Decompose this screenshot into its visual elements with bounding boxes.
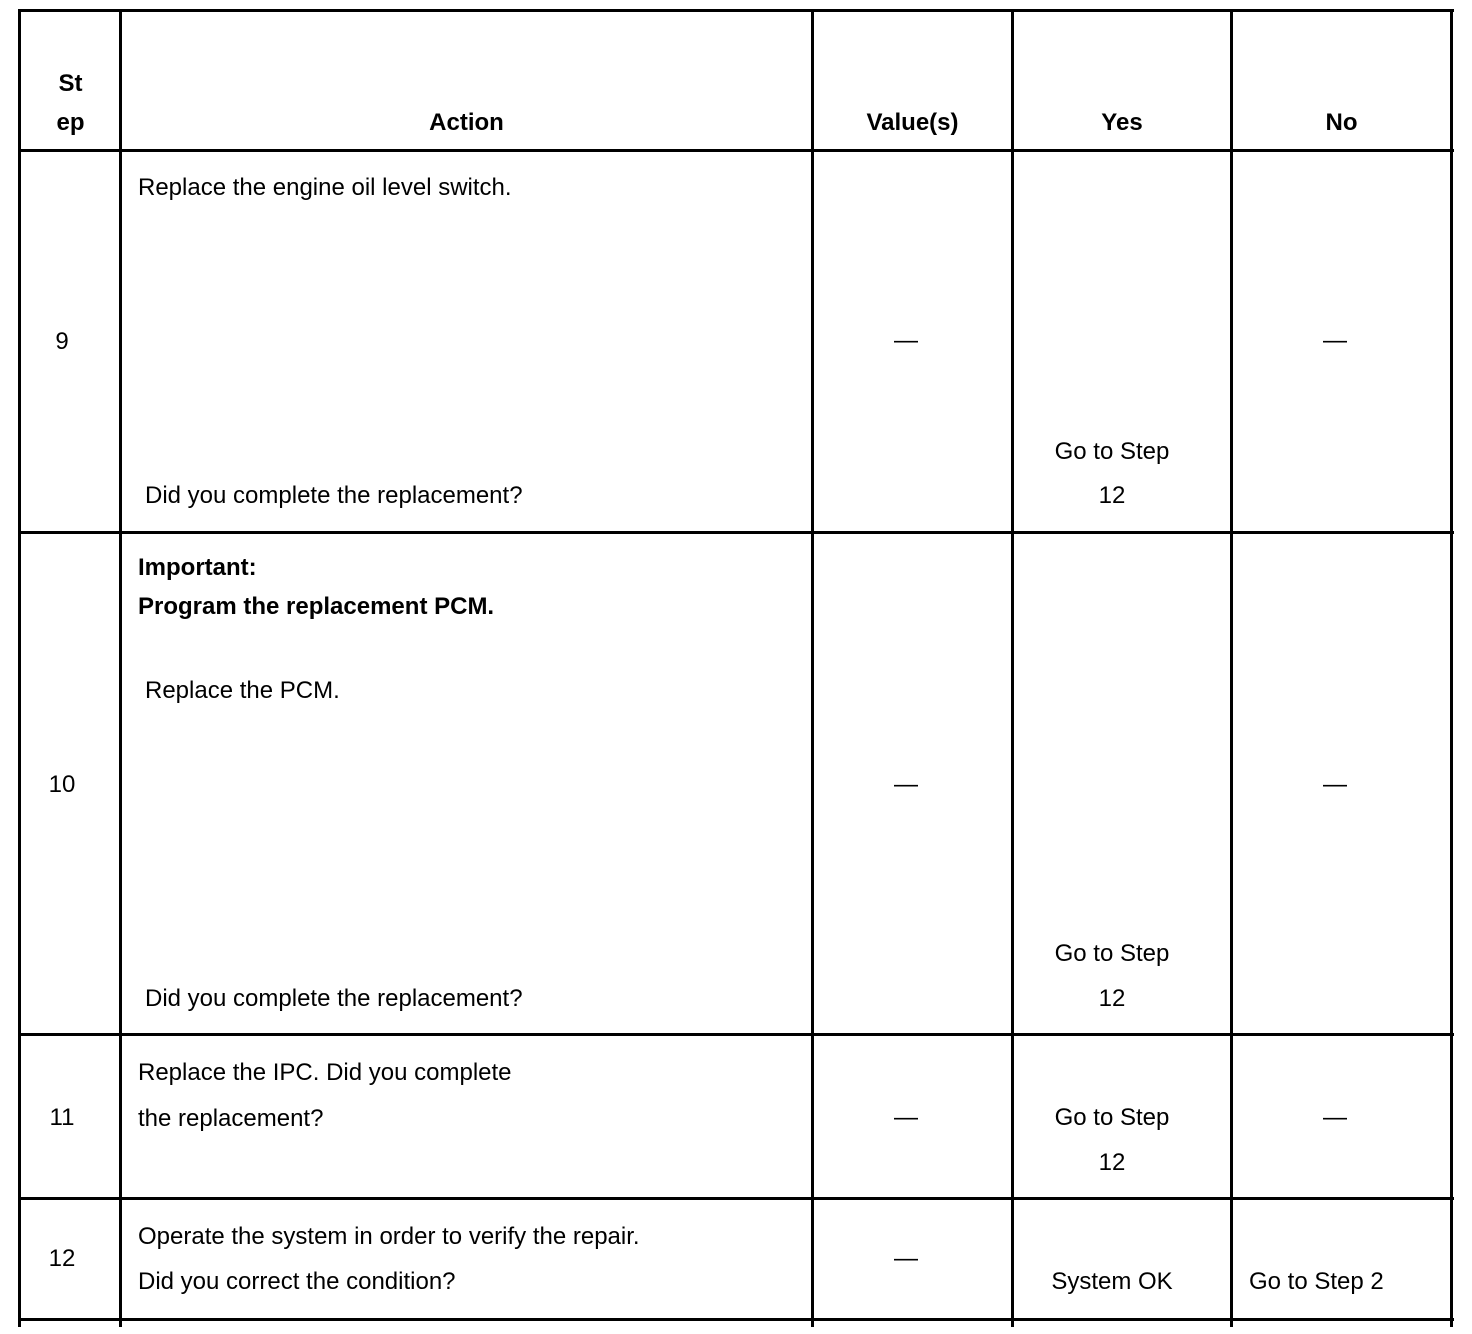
column-divider xyxy=(119,9,122,1327)
header-yes: Yes xyxy=(1101,109,1143,136)
table-border-right xyxy=(1450,9,1453,1327)
action-question: Did you complete the replacement? xyxy=(145,985,523,1012)
yes-cell-line1: Go to Step xyxy=(1054,1104,1170,1131)
yes-cell-line1: Go to Step xyxy=(1054,438,1170,465)
step-number: 12 xyxy=(48,1245,76,1272)
yes-cell-line2: 12 xyxy=(1098,985,1126,1012)
yes-cell: System OK xyxy=(1051,1268,1173,1295)
header-action: Action xyxy=(429,109,504,136)
row-divider xyxy=(18,531,1454,534)
value-cell: — xyxy=(894,327,918,354)
value-cell: — xyxy=(894,771,918,798)
row-divider xyxy=(18,1197,1454,1200)
yes-cell-line2: 12 xyxy=(1098,482,1126,509)
value-cell: — xyxy=(894,1245,918,1272)
step-number: 11 xyxy=(49,1104,75,1131)
action-text-line2: the replacement? xyxy=(138,1105,324,1132)
table-border-left xyxy=(18,9,21,1327)
table-border-bottom xyxy=(18,1318,1454,1321)
header-values: Value(s) xyxy=(866,109,959,136)
no-cell: — xyxy=(1323,1104,1347,1131)
action-question: Did you complete the replacement? xyxy=(145,482,523,509)
action-text-line1: Replace the IPC. Did you complete xyxy=(138,1059,512,1086)
header-divider xyxy=(18,149,1454,152)
yes-cell-line2: 12 xyxy=(1098,1149,1126,1176)
important-text: Program the replacement PCM. xyxy=(138,593,495,620)
important-label: Important: xyxy=(138,554,257,581)
row-divider xyxy=(18,1033,1454,1036)
value-cell: — xyxy=(894,1104,918,1131)
header-step-line1: St xyxy=(58,70,83,97)
table-border-top xyxy=(18,9,1454,12)
no-cell: — xyxy=(1323,771,1347,798)
action-text: Replace the engine oil level switch. xyxy=(138,174,512,201)
action-text: Replace the PCM. xyxy=(145,677,340,704)
header-step-line2: ep xyxy=(56,109,85,136)
step-number: 10 xyxy=(48,771,76,798)
step-number: 9 xyxy=(55,328,69,355)
header-no: No xyxy=(1325,109,1358,136)
no-cell: Go to Step 2 xyxy=(1249,1268,1384,1295)
yes-cell-line1: Go to Step xyxy=(1054,940,1170,967)
action-text-line1: Operate the system in order to verify the repair. xyxy=(138,1223,640,1250)
action-text-line2: Did you correct the condition? xyxy=(138,1268,456,1295)
no-cell: — xyxy=(1323,327,1347,354)
